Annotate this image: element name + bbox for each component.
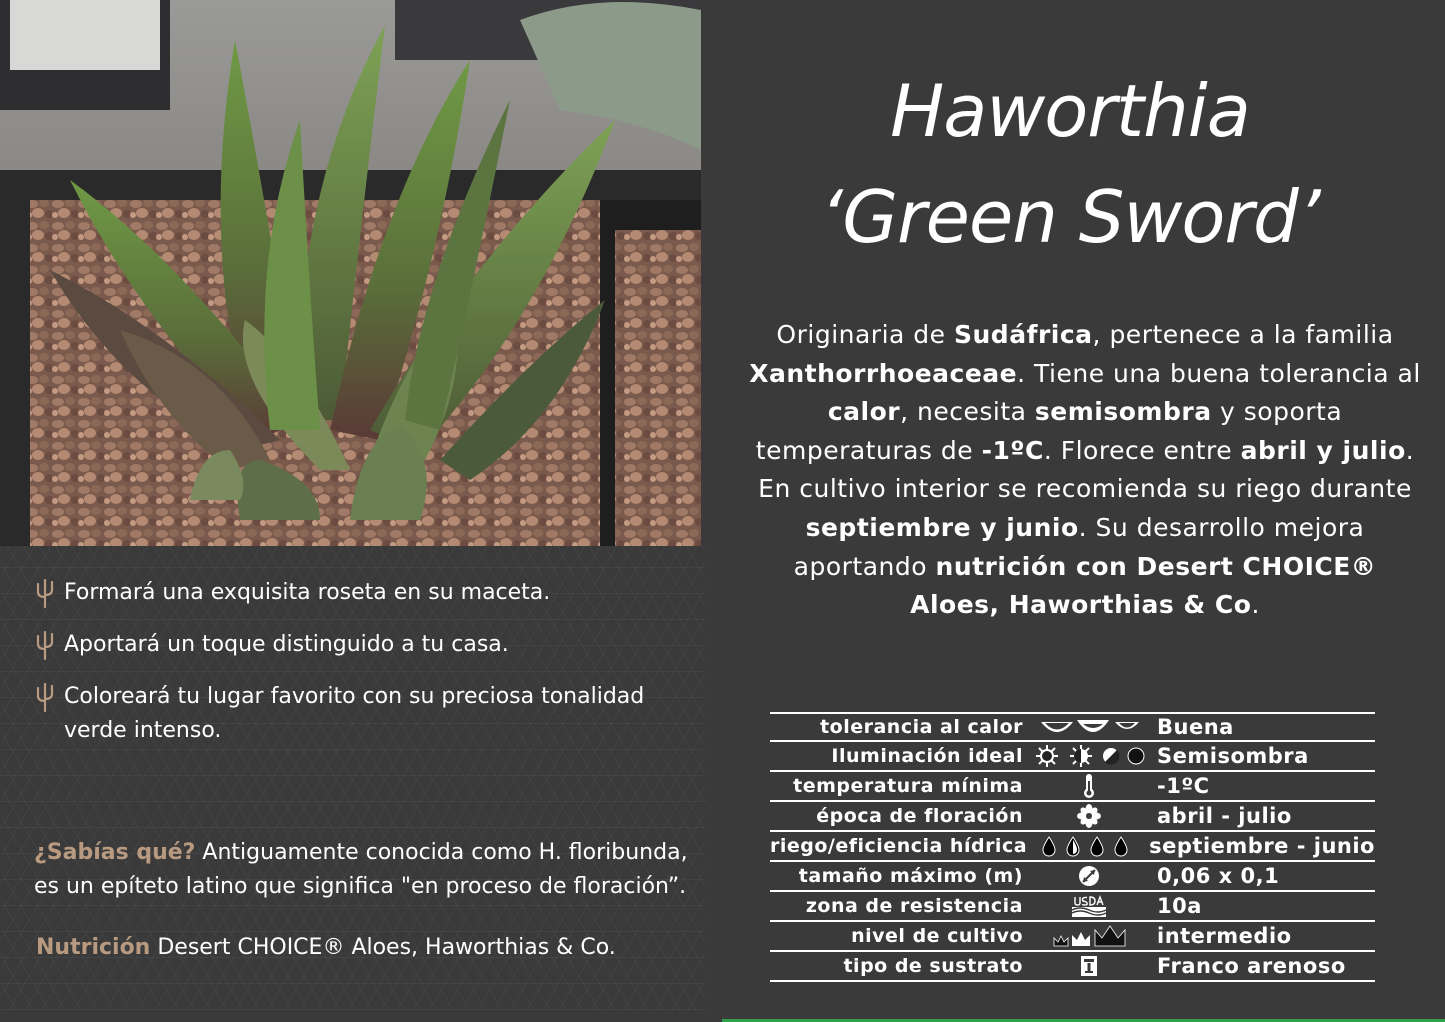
heat-tolerance-icons xyxy=(1023,713,1155,741)
fact-label: ¿Sabías qué? xyxy=(34,840,196,865)
nutrition-paragraph xyxy=(36,931,696,965)
water-drops-icons xyxy=(1023,832,1147,860)
description-text: , pertenece a la familia xyxy=(1092,320,1394,349)
spec-row-temperature xyxy=(770,772,1375,802)
usda-zone-icon xyxy=(1023,892,1155,920)
feature-item xyxy=(30,680,690,748)
spec-row-zone xyxy=(770,892,1375,922)
spec-value: Buena xyxy=(1157,715,1234,739)
feature-text: Formará una exquisita roseta en su maceta. xyxy=(64,580,551,605)
feature-item xyxy=(30,628,690,662)
nutrition-text: Desert CHOICE® Aloes, Haworthias & Co. xyxy=(150,935,616,960)
spec-value: intermedio xyxy=(1157,924,1292,948)
spec-value: 10a xyxy=(1157,894,1202,918)
spec-value: septiembre - junio xyxy=(1149,834,1375,858)
spec-label: temperatura mínima xyxy=(793,775,1023,797)
description-bold-text: Xanthorrhoeaceae xyxy=(749,358,1018,388)
description-bold-text: Sudáfrica xyxy=(954,320,1093,349)
spec-label: zona de resistencia xyxy=(805,895,1023,917)
spec-label: tamaño máximo (m) xyxy=(798,865,1023,887)
spec-label: época de floración xyxy=(816,805,1023,827)
fact-paragraph xyxy=(34,836,694,904)
spec-value: -1ºC xyxy=(1157,774,1210,798)
plant-title-cultivar: ‘Green Sword’ xyxy=(820,175,1320,259)
description-bold-text: calor xyxy=(827,397,901,427)
features-panel xyxy=(0,546,705,1010)
spec-value: abril - julio xyxy=(1157,804,1292,828)
nutrition-label: Nutrición xyxy=(36,935,151,960)
description-bold-text: abril y julio xyxy=(1240,435,1406,465)
cactus-icon xyxy=(34,630,56,660)
description-text: , necesita xyxy=(900,397,1035,427)
spec-row-level xyxy=(770,922,1375,952)
description-text: . xyxy=(1251,590,1260,620)
description-text: . En cultivo interior se recomienda su riego durante xyxy=(758,435,1415,504)
description-bold-text: semisombra xyxy=(1034,397,1212,427)
description-bold-text: nutrición con Desert CHOICE® Aloes, Haworthias & Co xyxy=(910,551,1377,620)
feature-item xyxy=(30,576,690,610)
spec-row-heat xyxy=(770,712,1375,742)
plant-photo xyxy=(0,0,701,546)
description-text: . Florece entre xyxy=(1043,435,1241,465)
crown-level-icons xyxy=(1023,922,1155,950)
spec-value: Franco arenoso xyxy=(1157,954,1346,978)
plant-description xyxy=(745,316,1425,625)
description-bold-text: septiembre y junio xyxy=(805,512,1079,542)
spec-value: 0,06 x 0,1 xyxy=(1157,864,1280,888)
feature-text: Coloreará tu lugar favorito con su preciosa tonalidad verde intenso. xyxy=(64,684,645,743)
description-text: y soporta temperaturas de xyxy=(755,397,1343,465)
spec-row-size xyxy=(770,862,1375,892)
size-icon xyxy=(1023,862,1155,890)
description-text: . Su desarrollo mejora aportando xyxy=(793,512,1365,581)
spec-label: tipo de sustrato xyxy=(843,955,1023,977)
spec-label: Iluminación ideal xyxy=(831,745,1023,767)
spec-label: nivel de cultivo xyxy=(851,925,1023,947)
spec-row-light xyxy=(770,742,1375,772)
specs-table xyxy=(770,712,1375,982)
cactus-icon xyxy=(34,578,56,608)
spec-row-watering xyxy=(770,832,1375,862)
spec-label: riego/eficiencia hídrica xyxy=(770,835,1028,857)
features-list xyxy=(30,576,690,766)
description-text: . Tiene una buena tolerancia al xyxy=(1017,358,1421,388)
feature-text: Aportará un toque distinguido a tu casa. xyxy=(64,632,509,657)
spec-label: tolerancia al calor xyxy=(820,716,1023,738)
thermometer-icon xyxy=(1023,772,1155,800)
flower-icon xyxy=(1023,802,1155,830)
fact-text: Antiguamente conocida como H. floribunda, es un epíteto latino que significa "en proceso de floración”. xyxy=(34,840,688,899)
spec-row-substrate xyxy=(770,952,1375,982)
cactus-icon xyxy=(34,682,56,712)
plant-title-genus: Haworthia xyxy=(890,69,1250,153)
spec-row-flowering xyxy=(770,802,1375,832)
description-bold-text: -1ºC xyxy=(981,435,1044,465)
substrate-icon xyxy=(1023,952,1155,980)
light-level-icons xyxy=(1023,742,1155,770)
description-text: Originaria de xyxy=(776,320,954,349)
spec-value: Semisombra xyxy=(1157,744,1309,768)
